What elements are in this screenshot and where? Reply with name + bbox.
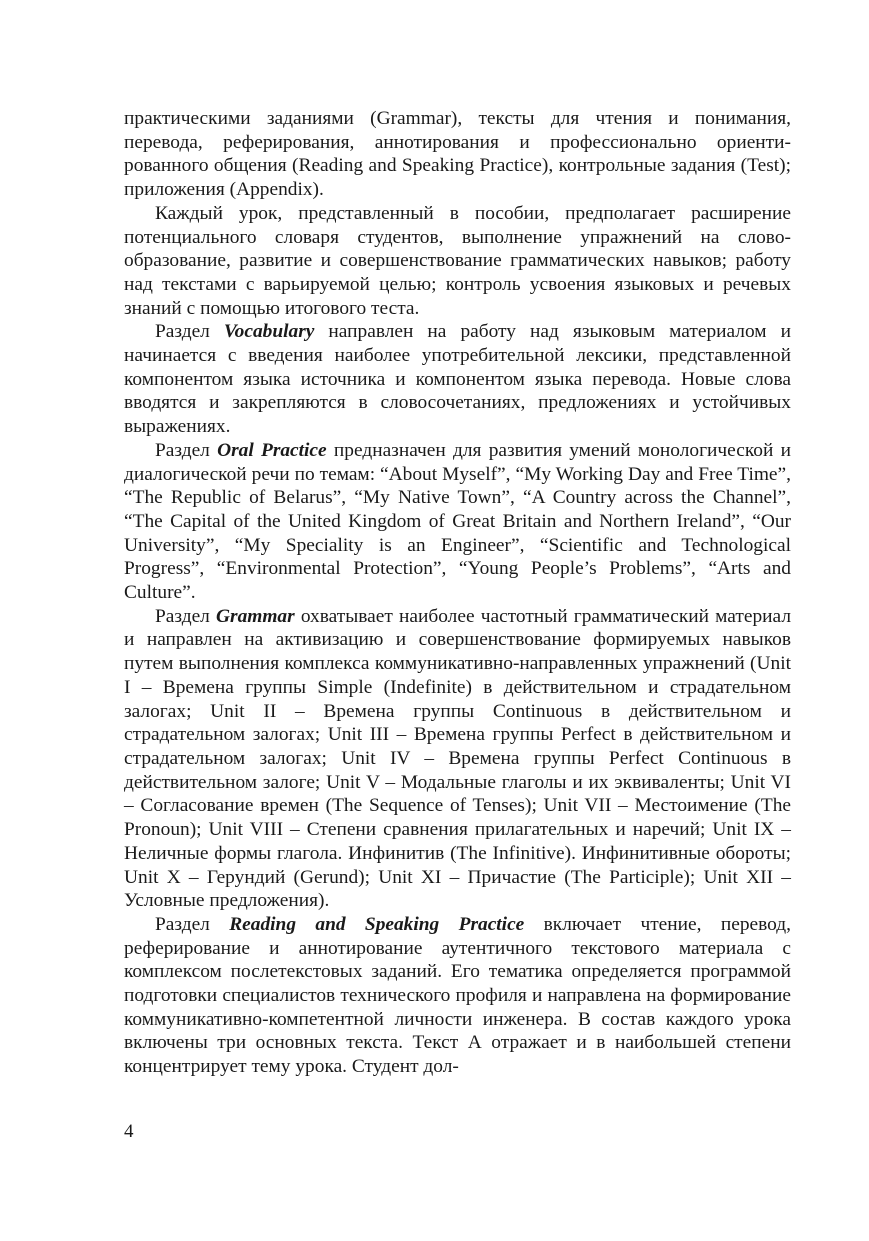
section-name: Vocabulary bbox=[223, 321, 315, 343]
paragraph-p3 bbox=[124, 320, 791, 439]
paragraph-text: Раздел bbox=[155, 439, 218, 461]
paragraph-text: Каждый урок, представленный в пособии, предполагает расширение потенциального словаря студентов, выполнение упражнений на словообразование, развитие и совершенствование грамматических навыков; работу над текстами с варьируемой целью; контроль усвоения языковых и речевых знаний с помощью итогового теста. bbox=[124, 202, 791, 319]
paragraph-p2 bbox=[124, 202, 791, 321]
paragraph-p1 bbox=[124, 107, 791, 202]
page-number: 4 bbox=[124, 1121, 134, 1142]
paragraph-p6 bbox=[124, 913, 791, 1079]
section-name: Grammar bbox=[216, 605, 295, 627]
paragraph-text: предназначен для развития умений монологической и диалогической речи по темам: “About Myself”, “My Working Day and Free Time”, “The Republic of Belarus”, “My Native Town”, “A Country across the Channel”, “The Capital of the United Kingdom of Great Britain and Northern Ireland”, “Our University”, “My Speciality is an Engineer”, “Scientific and Technological Progress”, “Environmental Protection”, “Young People’s Problems”, “Arts and Culture”. bbox=[124, 439, 791, 604]
section-name: Oral Practice bbox=[217, 439, 327, 461]
paragraph-text: направлен на работу над языковым материалом и начинается с введения наиболее употребительной лексики, представленной компонентом языка источника и компонентом языка перевода. Новые слова вводятся и закрепляются в словосочетаниях, предложениях и устойчивых выражениях. bbox=[124, 321, 791, 438]
paragraph-text: Раздел bbox=[155, 321, 224, 343]
page-body bbox=[124, 107, 791, 1079]
paragraph-text: Раздел bbox=[155, 605, 217, 627]
paragraph-text: включает чтение, перевод, реферирование и аннотирование аутентичного текстового материала с комплексом послетекстовых заданий. Его тематика определяется программой подготовки специалистов технического профиля и направлена на формирование коммуникативно-компетентной личности инженера. В состав каждого урока включены три основных текста. Текст А отражает и в наибольшей степени концентрирует тему урока. Студент дол- bbox=[124, 913, 792, 1078]
paragraph-p5 bbox=[124, 605, 791, 913]
section-name: Reading and Speaking Practice bbox=[229, 913, 525, 935]
paragraph-text: Раздел bbox=[155, 913, 230, 935]
paragraph-text: охватывает наиболее частотный грамматический материал и направлен на активизацию и совершенствование формируемых навыков путем выполнения комплекса коммуникативно-направленных упражнений (Unit I – Времена группы Simple (Indefinite) в действительном и страдательном залогах; Unit II – Времена группы Continuous в действительном и страдательном залогах; Unit III – Времена группы Perfect в действительном и страдательном залогах; Unit IV – Времена группы Perfect Continuous в действительном залоге; Unit V – Модальные глаголы и их эквиваленты; Unit VI – Согласование времен (The Sequence of Tenses); Unit VII – Местоимение (The Pronoun); Unit VIII – Степени сравнения прилагательных и наречий; Unit IX – Неличные формы глагола. Инфинитив (The Infinitive). Инфинитивные обороты; Unit X – Герундий (Gerund); Unit XI – Причастие (The Participle); Unit XII – Условные предложения). bbox=[124, 605, 791, 912]
paragraph-text: практическими заданиями (Grammar), тексты для чтения и понимания, перевода, реферирования, аннотирования и профессионально ориентированного общения (Reading and Speaking Practice), контрольные задания (Test); приложения (Appendix). bbox=[124, 108, 791, 201]
paragraph-p4 bbox=[124, 439, 791, 605]
